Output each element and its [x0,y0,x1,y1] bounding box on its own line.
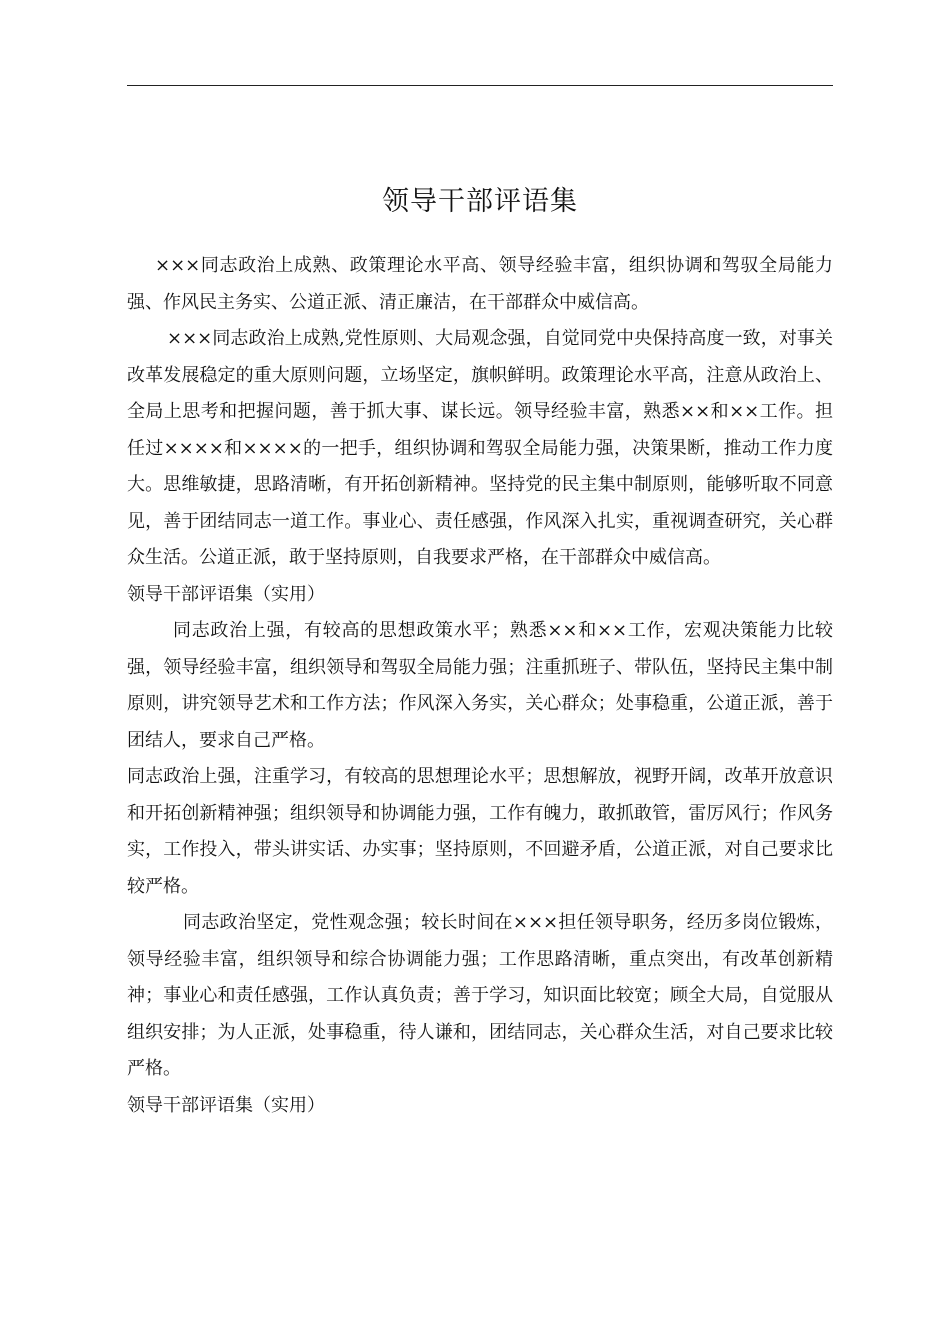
document-body [127,248,833,1124]
paragraph-3: 同志政治上强，有较高的思想政策水平；熟悉××和××工作，宏观决策能力比较强，领导经验丰富，组织领导和驾驭全局能力强；注重抓班子、带队伍，坚持民主集中制原则，讲究领导艺术和工作方法；作风深入务实，关心群众；处事稳重，公道正派，善于团结人，要求自己严格。 [127,620,833,751]
paragraph-5: 同志政治坚定，党性观念强；较长时间在×××担任领导职务，经历多岗位锻炼，领导经验丰富，组织领导和综合协调能力强；工作思路清晰，重点突出，有改革创新精神；事业心和责任感强，工作认真负责；善于学习，知识面比较宽；顾全大局，自觉服从组织安排；为人正派，处事稳重，待人谦和，团结同志，关心群众生活，对自己要求比较严格。 [127,912,833,1079]
paragraph-4: 同志政治上强，注重学习，有较高的思想理论水平；思想解放，视野开阔，改革开放意识和开拓创新精神强；组织领导和协调能力强，工作有魄力，敢抓敢管，雷厉风行；作风务实，工作投入，带头讲实话、办实事；坚持原则，不回避矛盾，公道正派，对自己要求比较严格。 [127,766,833,897]
section-heading: 领导干部评语集（实用） [127,1094,325,1116]
paragraph-1: ×××同志政治上成熟、政策理论水平高、领导经验丰富，组织协调和驾驭全局能力强、作风民主务实、公道正派、清正廉洁，在干部群众中威信高。 [127,255,833,313]
paragraph-2: ×××同志政治上成熟,党性原则、大局观念强，自觉同党中央保持高度一致，对事关改革发展稳定的重大原则问题，立场坚定，旗帜鲜明。政策理论水平高，注意从政治上、全局上思考和把握问题，善于抓大事、谋长远。领导经验丰富，熟悉××和××工作。担任过××××和××××的一把手，组织协调和驾驭全局能力强，决策果断，推动工作力度大。思维敏捷，思路清晰，有开拓创新精神。坚持党的民主集中制原则，能够听取不同意见，善于团结同志一道工作。事业心、责任感强，作风深入扎实，重视调查研究，关心群众生活。公道正派，敢于坚持原则，自我要求严格，在干部群众中威信高。 [127,328,833,568]
header-rule [127,85,833,86]
section-heading: 领导干部评语集（实用） [127,583,325,605]
page-title: 领导干部评语集 [382,186,578,217]
